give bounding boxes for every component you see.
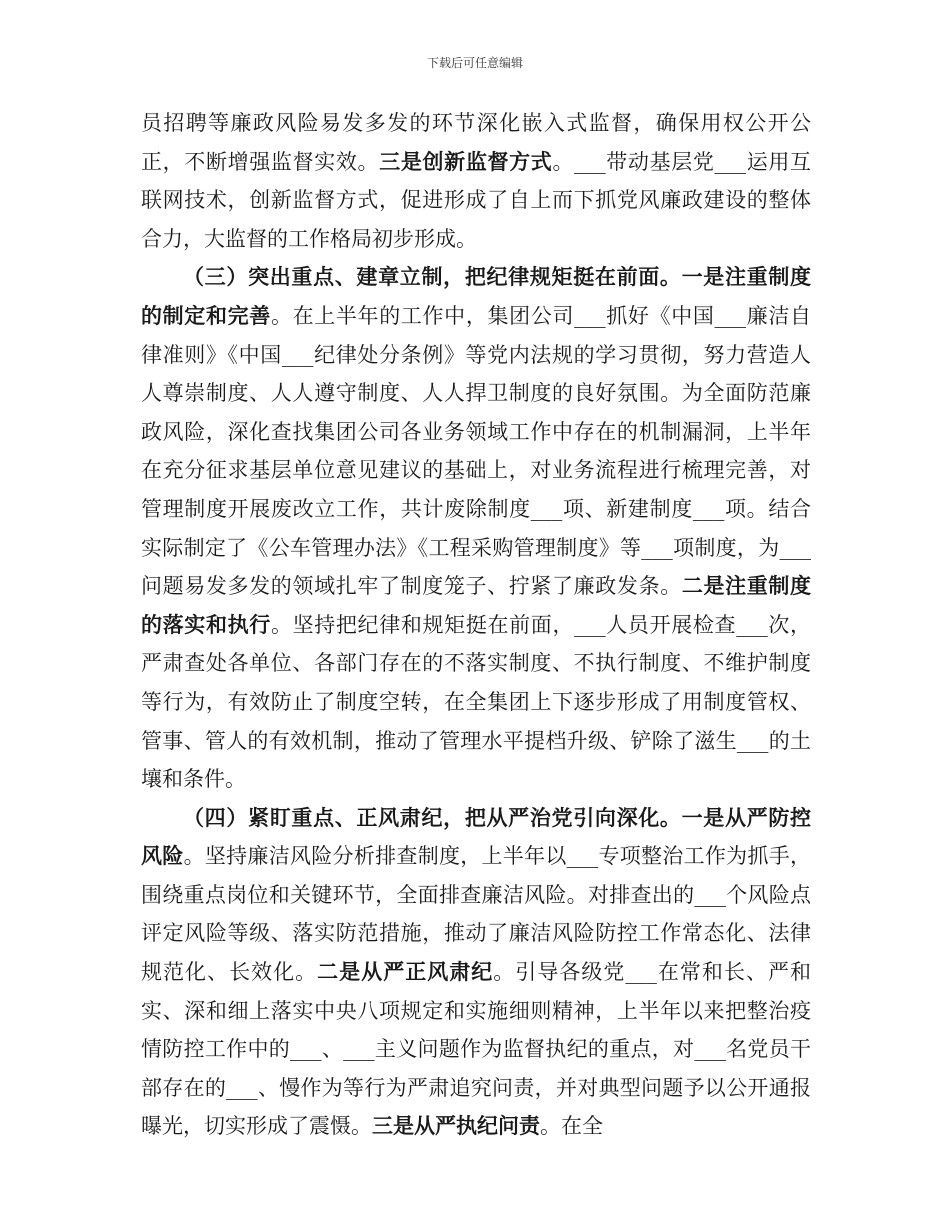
text-run: 。___带动基层党___运用互联网技术，创新监督方式，促进形成了自上而下抓党风廉政建设的整体合力，大监督的工作格局初步形成。	[141, 149, 812, 251]
bold-text-run: 三是创新监督方式	[379, 148, 553, 174]
bold-text-run: 二是注重制度的落实和执行	[141, 573, 812, 637]
text-run: 。引导各级党___在常和长、严和实、深和细上落实中央八项规定和实施细则精神，上半年以来把整治疫情防控工作中的___、___主义问题作为监督执纪的重点，对___名党员干部存在的___、慢作为等行为严肃追究问责，并对典型问题予以公开通报曝光，切实形成了震慑。	[141, 960, 812, 1139]
bold-text-run: 二是从严正风肃纪	[317, 959, 494, 985]
paragraph	[141, 258, 811, 798]
text-run: 。在上半年的工作中，集团公司___抓好《中国___廉洁自律准则》《中国___纪律处分条例》等党内法规的学习贯彻，努力营造人人尊崇制度、人人遵守制度、人人捍卫制度的良好氛围。为全面防范廉政风险，深化查找集团公司各业务领域工作中存在的机制漏洞，上半年在充分征求基层单位意见建议的基础上，对业务流程进行梳理完善，对管理制度开展废改立工作，共计废除制度___项、新建制度___项。结合实际制定了《公车管理办法》《工程采购管理制度》等___项制度，为___问题易发多发的领域扎牢了制度笼子、拧紧了廉政发条。	[141, 303, 812, 599]
text-run: 。坚持廉洁风险分析排查制度，上半年以___专项整治工作为抓手，围绕重点岗位和关键环节，全面排查廉洁风险。对排查出的___个风险点评定风险等级、落实防范措施，推动了廉洁风险防控工作常态化、法律规范化、长效化。	[141, 844, 812, 985]
document-body	[141, 104, 811, 1146]
text-run: 员招聘等廉政风险易发多发的环节深化嵌入式监督，确保用权公开公正，不断增强监督实效。	[141, 111, 811, 174]
bold-text-run: （三）突出重点、建章立制，把纪律规矩挺在前面。一是注重制度的制定和完善	[141, 264, 811, 328]
text-run: 。坚持把纪律和规矩挺在前面，___人员开展检查___次，严肃查处各单位、各部门存在的不落实制度、不执行制度、不维护制度等行为，有效防止了制度空转，在全集团上下逐步形成了用制度管权、管事、管人的有效机制，推动了管理水平提档升级、铲除了滋生___的土壤和条件。	[141, 612, 812, 792]
bold-text-run: （四）紧盯重点、正风肃纪，把从严治党引向深化。一是从严防控风险	[141, 804, 811, 869]
paragraph	[141, 799, 811, 1146]
page-header: 下载后可任意编辑	[426, 56, 523, 70]
text-run: 。在全	[540, 1114, 603, 1139]
paragraph	[141, 104, 811, 258]
bold-text-run: 三是从严执纪问责	[372, 1113, 540, 1139]
